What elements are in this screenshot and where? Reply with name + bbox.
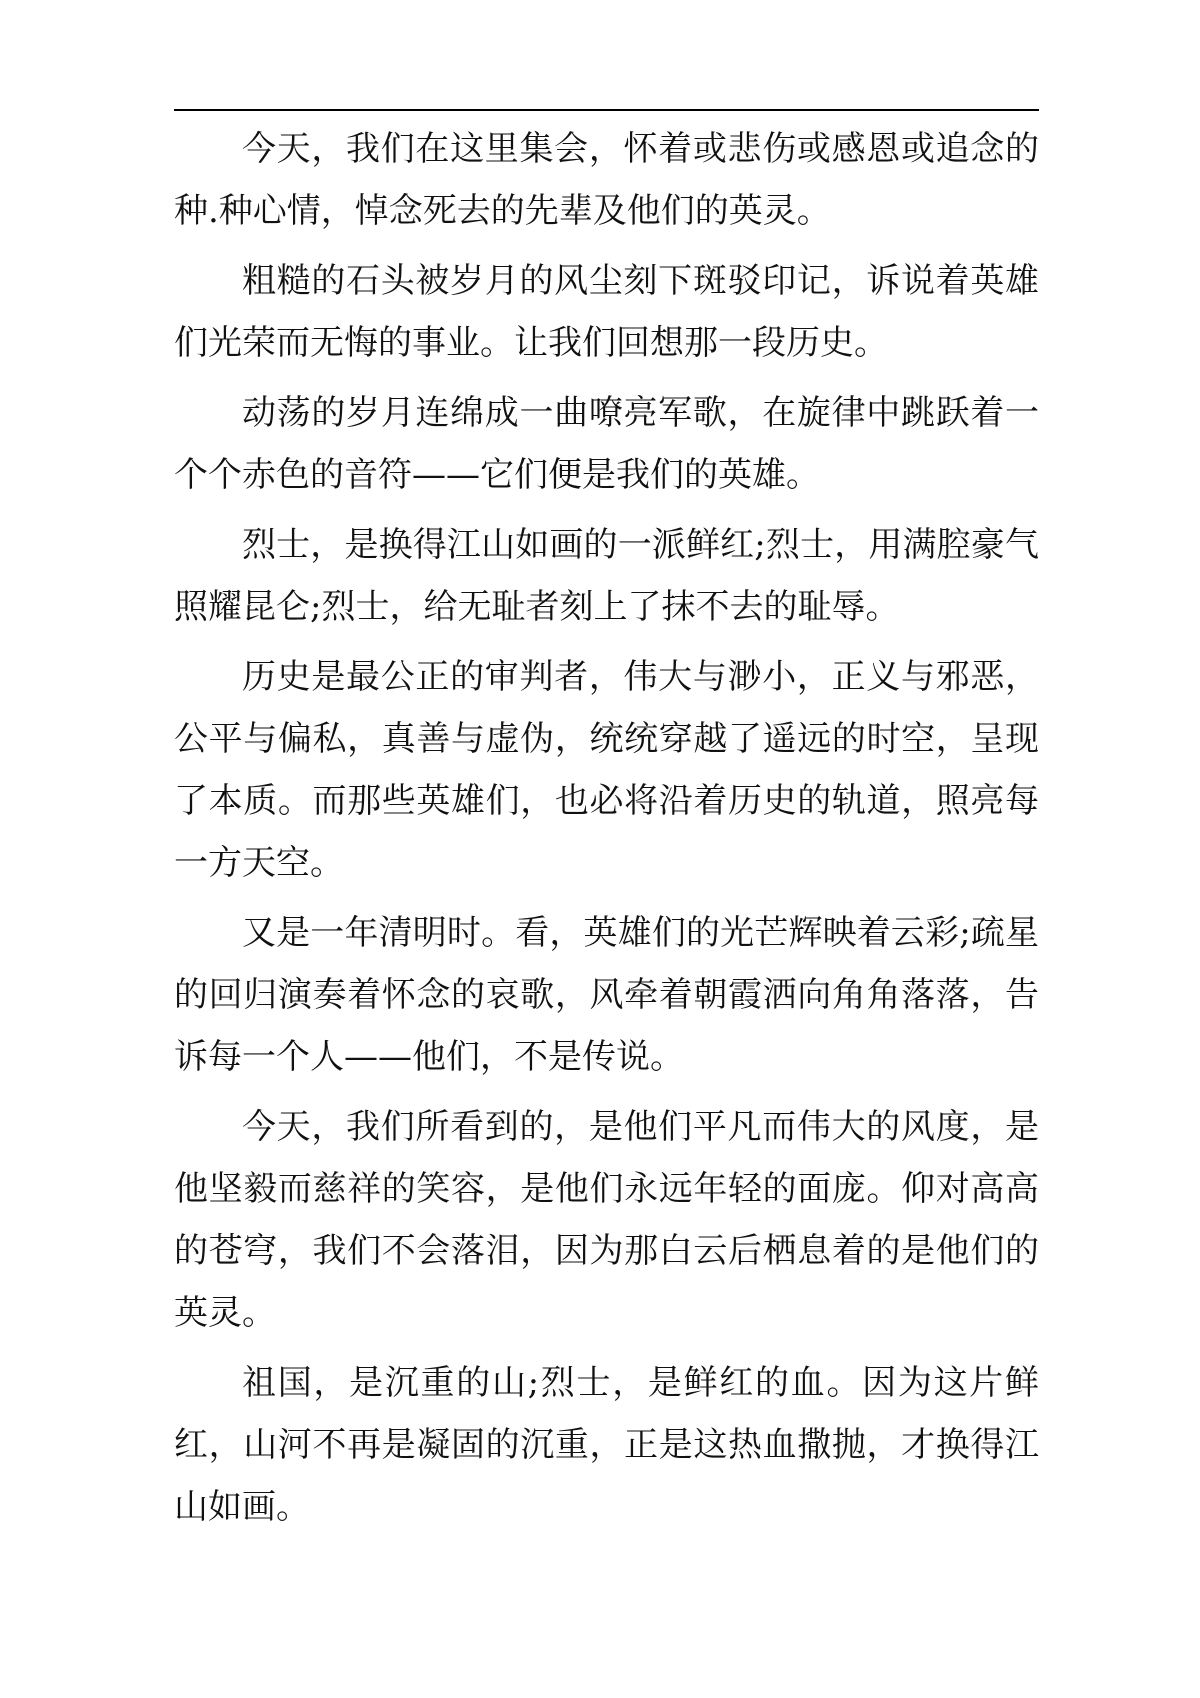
paragraph: 烈士，是换得江山如画的一派鲜红;烈士，用满腔豪气照耀昆仑;烈士，给无耻者刻上了抹不去的耻辱。 [174,525,1039,627]
paragraph: 祖国，是沉重的山;烈士，是鲜红的血。因为这片鲜红，山河不再是凝固的沉重，正是这热血撒抛，才换得江山如画。 [174,1363,1039,1527]
document-body [174,118,1039,1546]
paragraph: 动荡的岁月连绵成一曲嘹亮军歌，在旋律中跳跃着一个个赤色的音符——它们便是我们的英雄。 [174,393,1039,495]
paragraph: 又是一年清明时。看，英雄们的光芒辉映着云彩;疏星的回归演奏着怀念的哀歌，风牵着朝霞洒向角角落落，告诉每一个人——他们，不是传说。 [174,913,1039,1077]
paragraph: 历史是最公正的审判者，伟大与渺小，正义与邪恶，公平与偏私，真善与虚伪，统统穿越了遥远的时空，呈现了本质。而那些英雄们，也必将沿着历史的轨道，照亮每一方天空。 [174,657,1039,883]
paragraph: 今天，我们所看到的，是他们平凡而伟大的风度，是他坚毅而慈祥的笑容，是他们永远年轻的面庞。仰对高高的苍穹，我们不会落泪，因为那白云后栖息着的是他们的英灵。 [174,1107,1039,1333]
header-rule [174,109,1039,111]
paragraph: 今天，我们在这里集会，怀着或悲伤或感恩或追念的种.种心情，悼念死去的先辈及他们的英灵。 [174,129,1039,231]
paragraph: 粗糙的石头被岁月的风尘刻下斑驳印记，诉说着英雄们光荣而无悔的事业。让我们回想那一段历史。 [174,261,1039,363]
